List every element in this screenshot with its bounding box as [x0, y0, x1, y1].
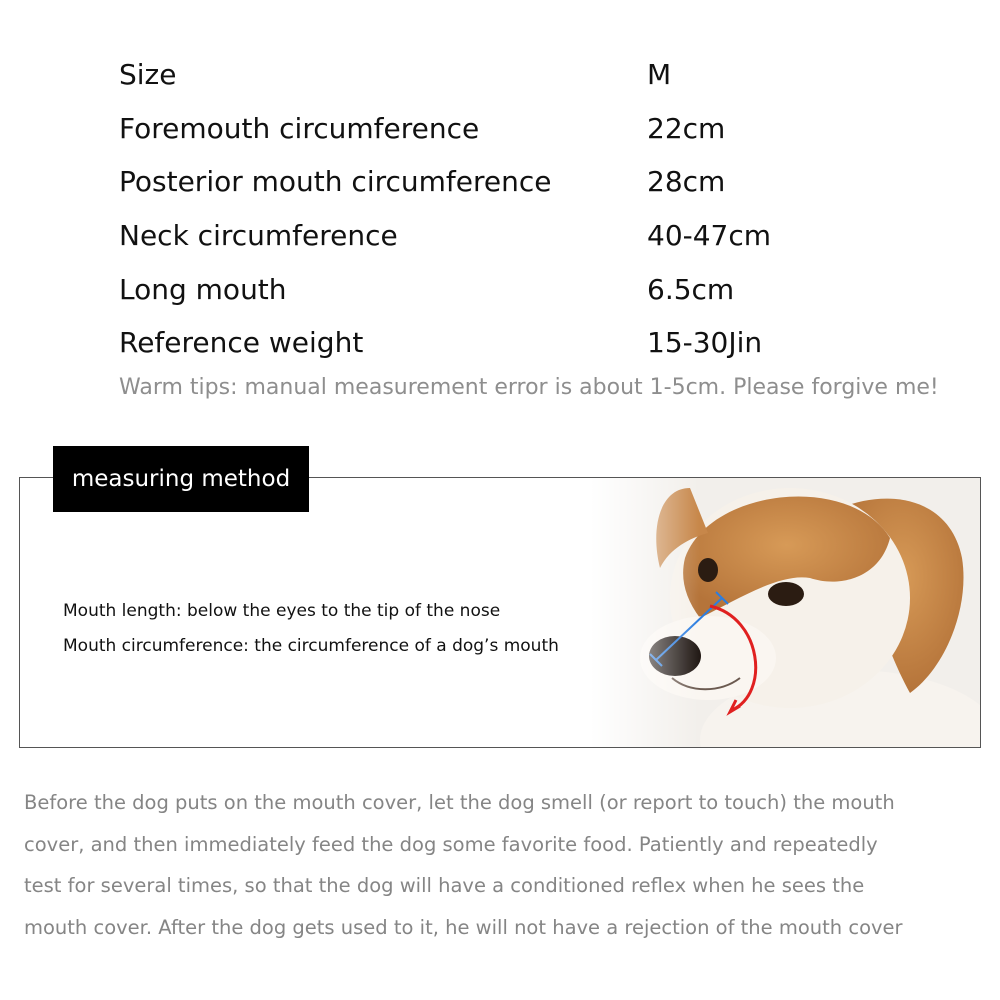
spec-row-weight — [119, 316, 879, 370]
warm-tip: Warm tips: manual measurement error is about 1-5cm. Please forgive me! — [119, 375, 939, 400]
spec-label: Reference weight — [119, 326, 364, 360]
size-spec-table — [119, 48, 879, 370]
spec-label: Posterior mouth circumference — [119, 165, 552, 199]
dog-illustration — [590, 478, 980, 747]
note-line: Before the dog puts on the mouth cover, let the dog smell (or report to touch) the mouth — [24, 791, 895, 814]
mouth-length-text: Mouth length: below the eyes to the tip of the nose — [63, 601, 501, 621]
spec-row-posterior-mouth — [119, 155, 879, 209]
spec-row-long-mouth — [119, 262, 879, 316]
spec-row-neck — [119, 209, 879, 263]
spec-value: 22cm — [647, 111, 726, 145]
spec-value: M — [647, 58, 672, 92]
mouth-circumference-text: Mouth circumference: the circumference of a dog’s mouth — [63, 636, 559, 656]
spec-label: Long mouth — [119, 272, 287, 306]
spec-row-size — [119, 48, 879, 102]
dog-measurement-photo — [590, 478, 980, 747]
spec-label: Foremouth circumference — [119, 111, 480, 145]
spec-label: Neck circumference — [119, 219, 398, 253]
note-line: cover, and then immediately feed the dog some favorite food. Patiently and repeatedly — [24, 832, 878, 856]
spec-label: Size — [119, 58, 177, 92]
spec-row-foremouth — [119, 102, 879, 156]
measuring-method-title: measuring method — [53, 446, 309, 512]
spec-value: 6.5cm — [647, 272, 735, 306]
note-line: test for several times, so that the dog will have a conditioned reflex when he sees the — [24, 874, 865, 897]
note-line: mouth cover. After the dog gets used to it, he will not have a rejection of the mouth cover — [24, 915, 903, 939]
spec-value: 15-30Jin — [647, 326, 763, 360]
spec-value: 40-47cm — [647, 219, 772, 253]
usage-note — [24, 782, 994, 948]
spec-value: 28cm — [647, 165, 726, 199]
